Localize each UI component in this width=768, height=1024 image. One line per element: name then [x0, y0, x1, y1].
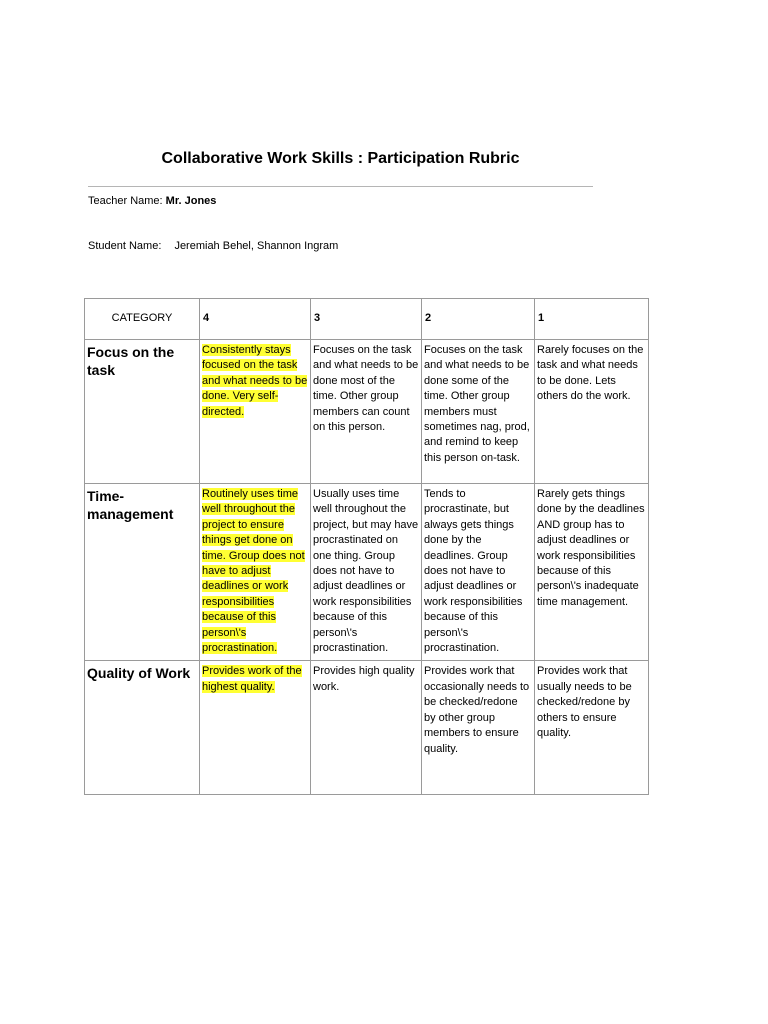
student-line: [88, 240, 338, 252]
header-category: CATEGORY: [85, 299, 200, 340]
header-score-4: 4: [200, 299, 311, 340]
table-cell-4: [200, 484, 311, 661]
table-cell-1: Rarely gets things done by the deadlines AND group has to adjust deadlines or work responsibilities because of this person\'s inadequate time management.: [535, 484, 649, 661]
header-score-2: 2: [422, 299, 535, 340]
highlighted-text: Routinely uses time well throughout the project to ensure things get done on time. Group does not have to adjust deadlines or work responsibilities because of this person\'s procrastination.: [202, 488, 305, 655]
student-label: Student Name:: [88, 240, 162, 252]
header-score-3: 3: [311, 299, 422, 340]
student-names: Jeremiah Behel, Shannon Ingram: [174, 240, 339, 252]
table-cell-4: [200, 661, 311, 795]
teacher-label: Teacher Name:: [88, 195, 166, 207]
teacher-name: Mr. Jones: [165, 195, 217, 207]
rubric-table: [84, 298, 649, 795]
row-category: Time-management: [85, 484, 200, 661]
header-row: [85, 299, 649, 340]
row-category: Focus on the task: [85, 340, 200, 484]
table-cell-2: Tends to procrastinate, but always gets things done by the deadlines. Group does not have to adjust deadlines or work responsibilities because of this person\'s procrastination.: [422, 484, 535, 661]
document-title: Collaborative Work Skills : Participation Rubric: [161, 150, 520, 167]
table-cell-2: Provides work that occasionally needs to be checked/redone by other group members to ensure quality.: [422, 661, 535, 795]
table-row: [85, 340, 649, 484]
table-row: [85, 661, 649, 795]
header-score-1: 1: [535, 299, 649, 340]
highlighted-text: Provides work of the highest quality.: [202, 665, 302, 693]
table-row: [85, 484, 649, 661]
table-cell-3: Focuses on the task and what needs to be done most of the time. Other group members can count on this person.: [311, 340, 422, 484]
row-category: Quality of Work: [85, 661, 200, 795]
table-cell-1: Rarely focuses on the task and what needs to be done. Lets others do the work.: [535, 340, 649, 484]
table-cell-4: [200, 340, 311, 484]
table-cell-1: Provides work that usually needs to be checked/redone by others to ensure quality.: [535, 661, 649, 795]
table-cell-3: Usually uses time well throughout the project, but may have procrastinated on one thing. Group does not have to adjust deadlines or work responsibilities because of this person\'s procrastination.: [311, 484, 422, 661]
teacher-line: [88, 195, 216, 207]
title-divider: [88, 186, 593, 187]
table-cell-2: Focuses on the task and what needs to be done some of the time. Other group members must sometimes nag, prod, and remind to keep this person on-task.: [422, 340, 535, 484]
table-cell-3: Provides high quality work.: [311, 661, 422, 795]
highlighted-text: Consistently stays focused on the task and what needs to be done. Very self-directed.: [202, 344, 308, 418]
